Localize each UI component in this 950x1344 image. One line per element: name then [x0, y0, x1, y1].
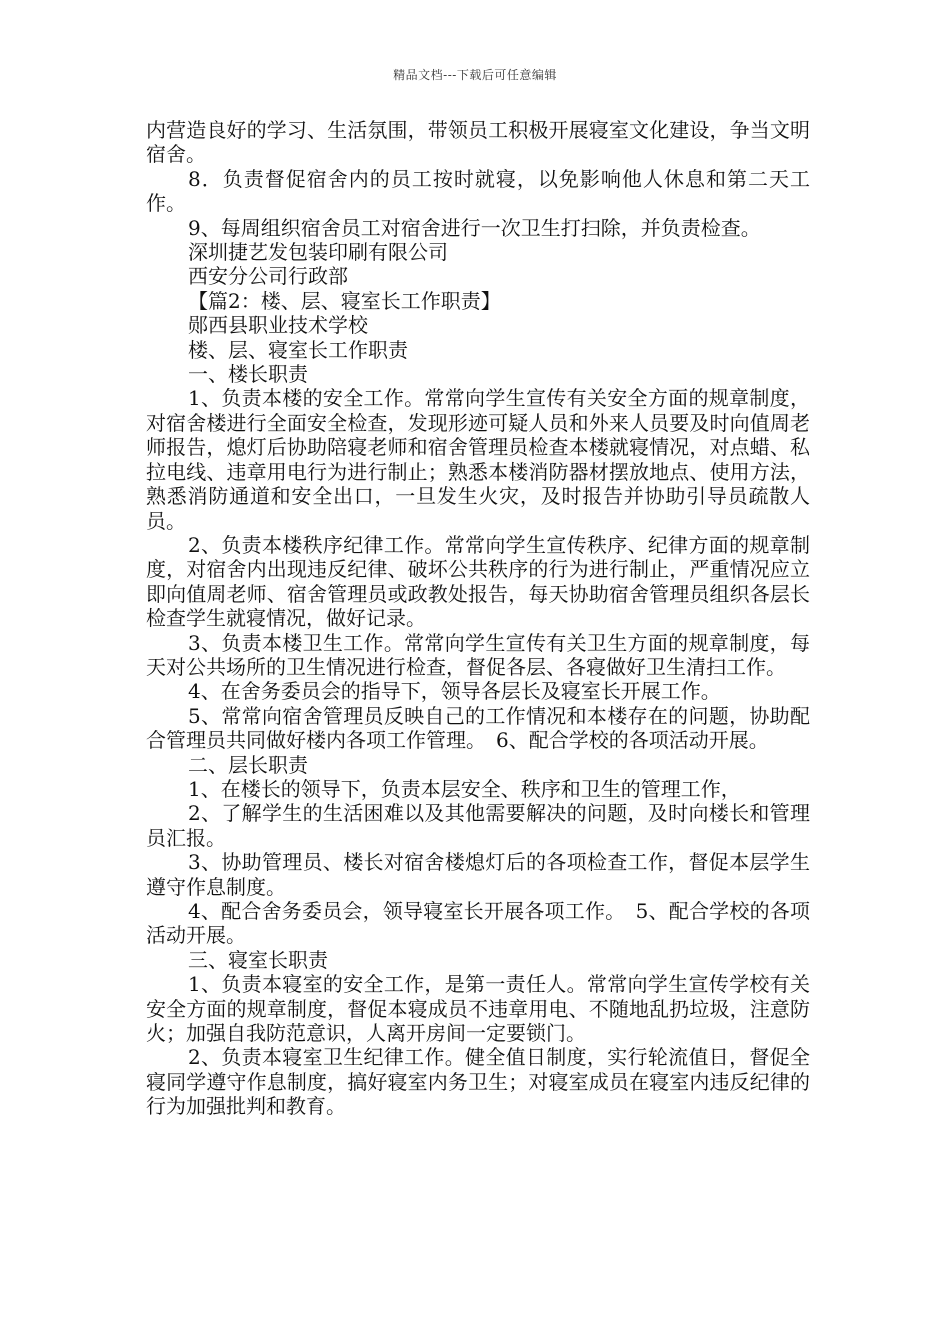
paragraph: 4、配合舍务委员会，领导寝室长开展各项工作。 5、配合学校的各项活动开展。 — [146, 899, 810, 948]
paragraph: 5、常常向宿舍管理员反映自己的工作情况和本楼存在的问题，协助配合管理员共同做好楼内各项工作管理。 6、配合学校的各项活动开展。 — [146, 703, 810, 753]
paragraph: 3、负责本楼卫生工作。常常向学生宣传有关卫生方面的规章制度，每天对公共场所的卫生情况进行检查，督促各层、各寝做好卫生清扫工作。 — [146, 630, 810, 679]
paragraph: 1、在楼长的领导下，负责本层安全、秩序和卫生的管理工作， — [188, 776, 741, 801]
document-body — [146, 118, 810, 1119]
paragraph: 内营造良好的学习、生活氛围，带领员工积极开展寝室文化建设，争当文明宿舍。 — [146, 118, 810, 167]
paragraph: 【篇2：楼、层、寝室长工作职责】 — [188, 288, 501, 313]
paragraph: 3、协助管理员、楼长对宿舍楼熄灯后的各项检查工作，督促本层学生遵守作息制度。 — [146, 850, 810, 899]
paragraph: 郧西县职业技术学校 — [188, 313, 368, 338]
paragraph: 1、负责本楼的安全工作。常常向学生宣传有关安全方面的规章制度，对宿舍楼进行全面安全检查，发现形迹可疑人员和外来人员要及时向值周老师报告，熄灯后协助陪寝老师和宿舍管理员检查本楼就寝情况，对点蜡、私拉电线、违章用电行为进行制止；熟悉本楼消防器材摆放地点、使用方法，熟悉消防通道和安全出口，一旦发生火灾，及时报告并协助引导员疏散人员。 — [146, 386, 810, 533]
paragraph: 二、层长职责 — [188, 752, 308, 777]
paragraph: 2、负责本寝室卫生纪律工作。健全值日制度，实行轮流值日，督促全寝同学遵守作息制度，搞好寝室内务卫生；对寝室成员在寝室内违反纪律的行为加强批判和教育。 — [146, 1045, 810, 1119]
page-header: 精品文档---下载后可任意编辑 — [393, 68, 557, 82]
paragraph: 1、负责本寝室的安全工作，是第一责任人。常常向学生宣传学校有关安全方面的规章制度，督促本寝成员不违章用电、不随地乱扔垃圾，注意防火；加强自我防范意识，人离开房间一定要锁门。 — [146, 972, 810, 1046]
paragraph: 深圳捷艺发包装印刷有限公司 — [188, 240, 448, 265]
paragraph: 2、负责本楼秩序纪律工作。常常向学生宣传秩序、纪律方面的规章制度，对宿舍内出现违反纪律、破坏公共秩序的行为进行制止，严重情况应立即向值周老师、宿舍管理员或政教处报告，每天协助宿舍管理员组织各层长检查学生就寝情况，做好记录。 — [146, 532, 810, 631]
paragraph: 4、在舍务委员会的指导下，领导各层长及寝室长开展工作。 — [188, 679, 721, 704]
paragraph: 9、每周组织宿舍员工对宿舍进行一次卫生打扫除，并负责检查。 — [188, 215, 761, 240]
paragraph: 8．负责督促宿舍内的员工按时就寝，以免影响他人休息和第二天工作。 — [146, 166, 810, 216]
paragraph: 西安分公司行政部 — [188, 264, 348, 289]
paragraph: 三、寝室长职责 — [188, 947, 328, 972]
paragraph: 2、了解学生的生活困难以及其他需要解决的问题，及时向楼长和管理员汇报。 — [146, 801, 810, 850]
paragraph: 楼、层、寝室长工作职责 — [188, 337, 408, 362]
paragraph: 一、楼长职责 — [188, 362, 308, 387]
